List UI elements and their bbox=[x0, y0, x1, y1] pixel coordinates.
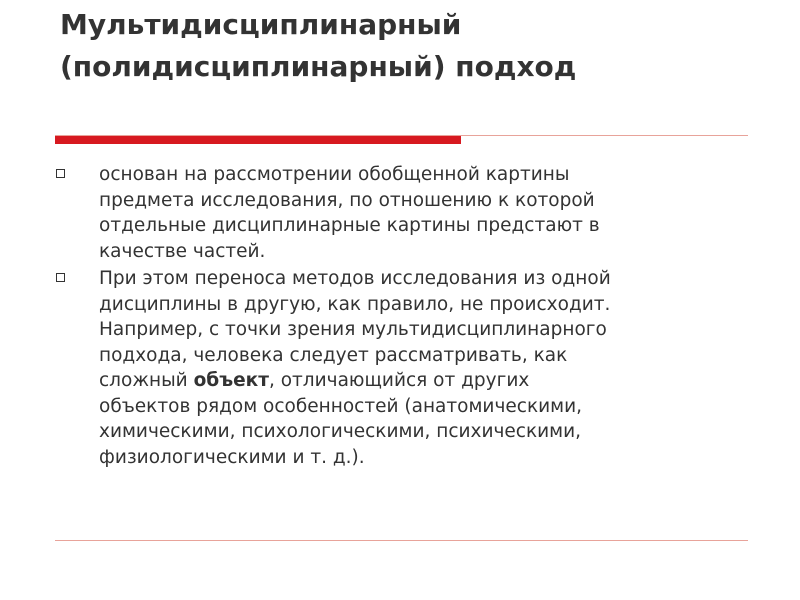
bullet-2-line-5 bbox=[99, 368, 755, 394]
slide-title-line-1: Мультидисциплинарный bbox=[60, 8, 462, 41]
bullet-2-line-5-before: сложный bbox=[99, 370, 194, 391]
bullet-2-line-4: подхода, человека следует рассматривать, как bbox=[99, 344, 568, 366]
bullet-2-line-5-after: , отличающийся от других bbox=[268, 370, 530, 391]
bullet-2-line-7: химическими, психологическими, психическими, bbox=[99, 421, 582, 442]
bullet-1-line-3: отдельные дисциплинарные картины предстают в bbox=[99, 215, 600, 236]
top-divider-accent-bar bbox=[55, 136, 461, 144]
bullet-item-2 bbox=[55, 266, 755, 470]
bullet-item-1 bbox=[55, 162, 755, 264]
bullet-2-line-2: дисциплины в другую, как правило, не происходит. bbox=[99, 293, 611, 315]
bullet-1-line-4: качестве частей. bbox=[99, 240, 266, 262]
bullet-2-line-3: Например, с точки зрения мультидисциплинарного bbox=[99, 319, 607, 340]
bottom-divider-thin bbox=[55, 540, 748, 541]
hollow-square-bullet-icon bbox=[56, 273, 65, 282]
emphasized-term: объект bbox=[193, 370, 269, 391]
slide-title-line-2: (полидисциплинарный) подход bbox=[60, 50, 577, 83]
bullet-list bbox=[55, 162, 755, 472]
bullet-1-line-1: основан на рассмотрении обобщенной картины bbox=[99, 164, 570, 185]
bullet-2-line-1: При этом переноса методов исследования из одной bbox=[99, 268, 611, 289]
bullet-1-line-2: предмета исследования, по отношению к которой bbox=[99, 189, 595, 211]
bullet-2-line-8: физиологическими и т. д.). bbox=[99, 446, 365, 468]
bullet-item-1-text bbox=[99, 162, 755, 264]
hollow-square-bullet-icon bbox=[56, 169, 65, 178]
bullet-2-line-6: объектов рядом особенностей (анатомическими, bbox=[99, 395, 582, 417]
bullet-item-2-text bbox=[99, 266, 755, 470]
slide-title bbox=[60, 4, 760, 88]
